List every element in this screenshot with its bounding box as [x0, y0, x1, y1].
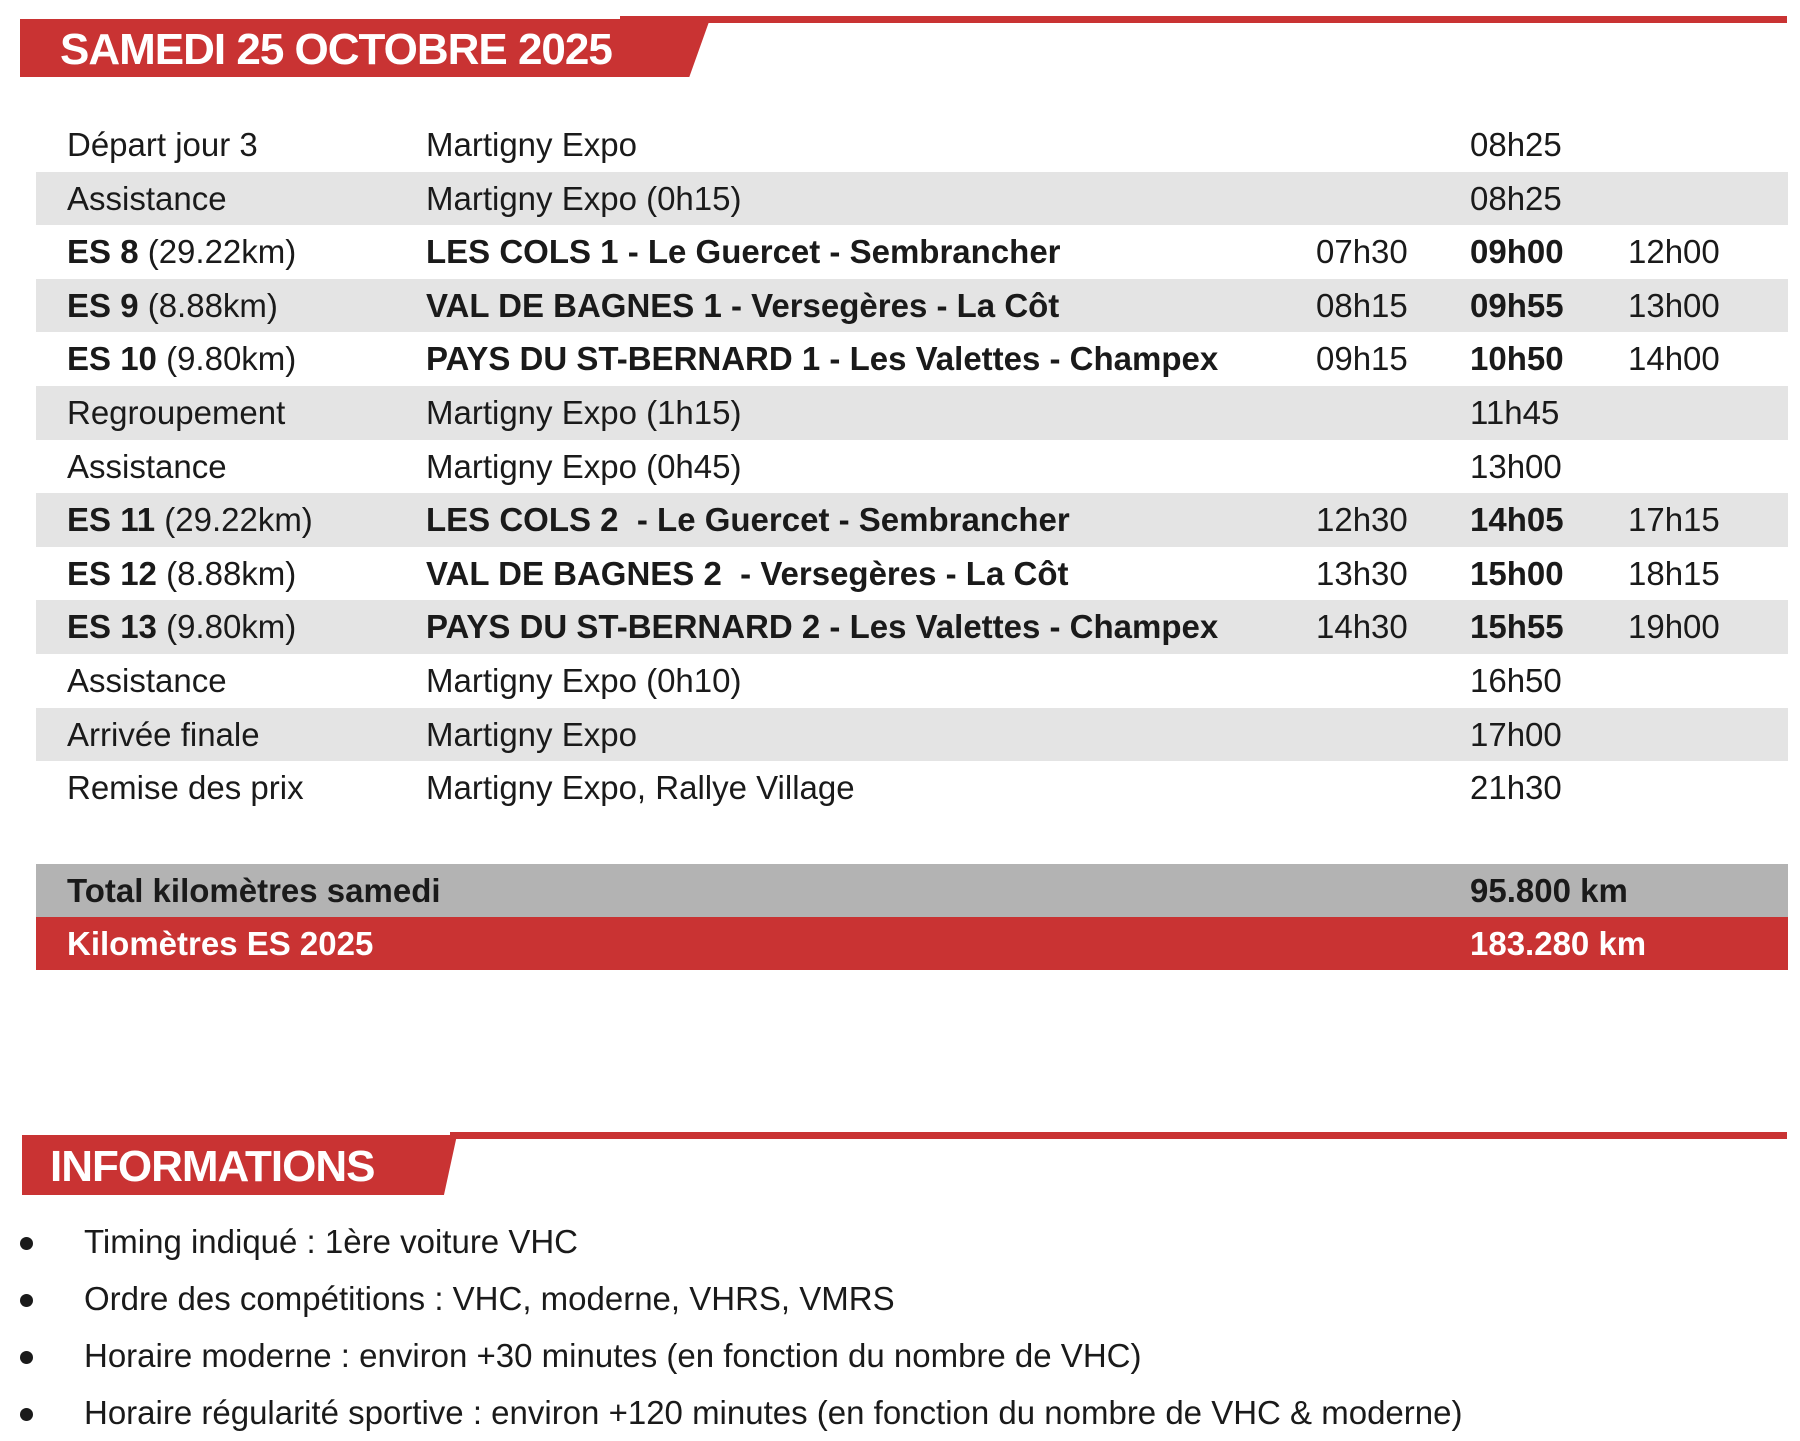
time-reopen: 14h00: [1628, 340, 1720, 378]
info-item: [0, 1270, 1800, 1327]
stage-label: [67, 708, 260, 762]
time-reopen: 17h15: [1628, 501, 1720, 539]
stage-name: ES 12: [67, 554, 157, 592]
day-title: SAMEDI 25 OCTOBRE 2025: [60, 25, 612, 74]
schedule-row: [36, 225, 1788, 279]
time-recce: 14h30: [1316, 608, 1408, 646]
time-main: 17h00: [1470, 715, 1562, 753]
stage-name: ES 13: [67, 608, 157, 646]
stage-label: [67, 118, 258, 172]
info-text: Timing indiqué : 1ère voiture VHC: [84, 1223, 579, 1260]
time-main: 11h45: [1470, 393, 1560, 431]
time-recce: 12h30: [1316, 501, 1408, 539]
time-main: 15h55: [1470, 608, 1564, 646]
stage-location: LES COLS 2 - Le Guercet - Sembrancher: [426, 501, 1070, 539]
schedule-row: [36, 708, 1788, 762]
info-title: INFORMATIONS: [50, 1142, 375, 1191]
time-recce: 09h15: [1316, 340, 1408, 378]
stage-distance: (9.80km): [156, 340, 297, 378]
stage-name: Assistance: [67, 661, 227, 699]
total-day-label: Total kilomètres samedi: [67, 872, 441, 909]
stage-label: [67, 654, 227, 708]
schedule-row: [36, 547, 1788, 601]
stage-label: [67, 493, 313, 547]
bullet-icon: [20, 1294, 33, 1307]
time-reopen: 13h00: [1628, 286, 1720, 324]
header-rule: [620, 16, 1787, 23]
time-reopen: 12h00: [1628, 233, 1720, 271]
time-main: 21h30: [1470, 769, 1562, 807]
schedule-table: [36, 118, 1788, 815]
info-text: Horaire régularité sportive : environ +120 minutes (en fonction du nombre de VHC & moderne): [84, 1394, 1463, 1431]
totals-block: [36, 864, 1788, 970]
schedule-row: [36, 118, 1788, 172]
stage-distance: (8.88km): [138, 286, 278, 324]
schedule-row: [36, 332, 1788, 386]
bullet-icon: [20, 1237, 33, 1250]
time-main: 08h25: [1470, 179, 1562, 217]
stage-location: PAYS DU ST-BERNARD 1 - Les Valettes - Champex: [426, 340, 1219, 378]
total-es-row: [36, 917, 1788, 970]
stage-location: LES COLS 1 - Le Guercet - Sembrancher: [426, 233, 1061, 271]
stage-name: ES 9: [67, 286, 139, 324]
stage-distance: (8.88km): [156, 554, 297, 592]
stage-label: [67, 440, 227, 494]
stage-location: Martigny Expo (0h45): [426, 447, 742, 485]
schedule-row: [36, 761, 1788, 815]
stage-name: Arrivée finale: [67, 715, 260, 753]
time-recce: 08h15: [1316, 286, 1408, 324]
time-main: 08h25: [1470, 126, 1562, 163]
total-es-value: 183.280 km: [1470, 925, 1647, 962]
info-header-rule: [450, 1132, 1787, 1139]
stage-location: VAL DE BAGNES 2 - Versegères - La Côt: [426, 554, 1069, 592]
info-text: Horaire moderne : environ +30 minutes (en fonction du nombre de VHC): [84, 1337, 1142, 1374]
info-item: [0, 1213, 1800, 1270]
stage-location: Martigny Expo, Rallye Village: [426, 769, 855, 807]
time-main: 09h00: [1470, 233, 1564, 271]
stage-label: [67, 279, 278, 333]
stage-location: Martigny Expo (0h15): [426, 179, 742, 217]
total-day-row: [36, 864, 1788, 917]
time-main: 13h00: [1470, 447, 1562, 485]
stage-label: [67, 225, 296, 279]
time-main: 16h50: [1470, 661, 1562, 699]
info-header: [0, 1130, 1800, 1196]
stage-label: [67, 172, 227, 226]
schedule-row: [36, 386, 1788, 440]
schedule-row: [36, 600, 1788, 654]
schedule-row: [36, 654, 1788, 708]
stage-location: Martigny Expo (0h10): [426, 661, 742, 699]
schedule-row: [36, 493, 1788, 547]
stage-label: [67, 386, 285, 440]
stage-distance: (29.22km): [155, 501, 313, 539]
time-reopen: 19h00: [1628, 608, 1720, 646]
stage-name: Départ jour 3: [67, 126, 258, 163]
time-recce: 07h30: [1316, 233, 1408, 271]
total-es-label: Kilomètres ES 2025: [67, 925, 374, 962]
stage-label: [67, 600, 296, 654]
time-main: 10h50: [1470, 340, 1564, 378]
info-list: [0, 1213, 1800, 1441]
stage-name: Regroupement: [67, 393, 286, 431]
info-item: [0, 1327, 1800, 1384]
stage-distance: (9.80km): [156, 608, 297, 646]
info-item: [0, 1384, 1800, 1441]
time-main: 15h00: [1470, 554, 1564, 592]
day-header: [0, 14, 1800, 76]
stage-distance: (29.22km): [138, 233, 297, 271]
stage-location: Martigny Expo: [426, 126, 637, 163]
schedule-row: [36, 172, 1788, 226]
time-recce: 13h30: [1316, 554, 1408, 592]
stage-name: Assistance: [67, 179, 227, 217]
stage-location: VAL DE BAGNES 1 - Versegères - La Côt: [426, 286, 1060, 324]
stage-name: Remise des prix: [67, 769, 304, 807]
schedule-row: [36, 279, 1788, 333]
stage-name: ES 10: [67, 340, 157, 378]
time-main: 09h55: [1470, 286, 1564, 324]
stage-label: [67, 547, 296, 601]
stage-name: Assistance: [67, 447, 227, 485]
stage-location: Martigny Expo: [426, 715, 637, 753]
total-day-value: 95.800 km: [1470, 872, 1628, 909]
bullet-icon: [20, 1351, 33, 1364]
bullet-icon: [20, 1408, 33, 1421]
schedule-row: [36, 440, 1788, 494]
info-text: Ordre des compétitions : VHC, moderne, VHRS, VMRS: [84, 1280, 895, 1317]
stage-label: [67, 761, 304, 815]
stage-name: ES 8: [67, 233, 139, 271]
time-main: 14h05: [1470, 501, 1564, 539]
stage-name: ES 11: [67, 501, 156, 539]
stage-location: Martigny Expo (1h15): [426, 393, 742, 431]
stage-label: [67, 332, 296, 386]
time-reopen: 18h15: [1628, 554, 1720, 592]
stage-location: PAYS DU ST-BERNARD 2 - Les Valettes - Champex: [426, 608, 1219, 646]
